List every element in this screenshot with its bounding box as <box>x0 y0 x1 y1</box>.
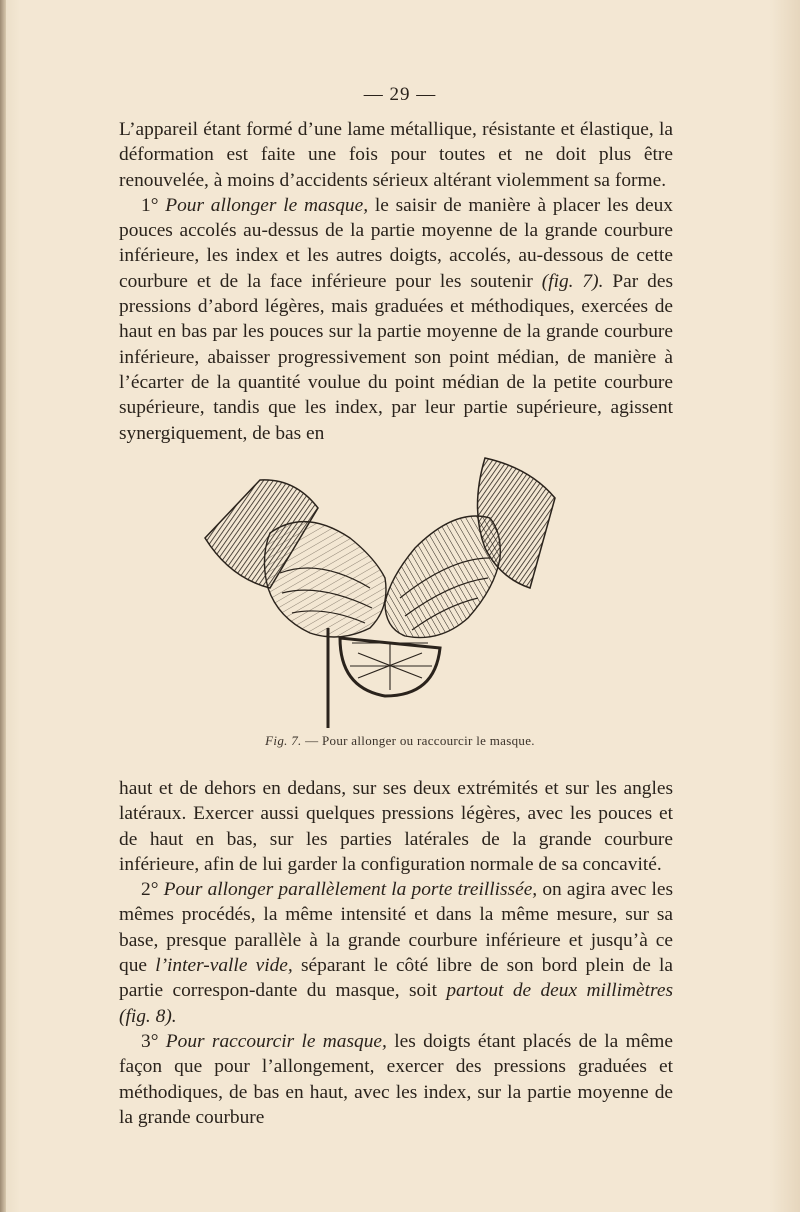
item-1-number: 1° <box>141 194 159 216</box>
upper-text-block <box>119 117 673 446</box>
item-1-figure-ref: (fig. 7). <box>541 270 604 292</box>
figure-caption-text: — Pour allonger ou raccourcir le masque. <box>305 733 535 748</box>
lower-text-block <box>119 776 673 1130</box>
item-2-tail: partout de deux millimètres (fig. 8). <box>119 980 673 1027</box>
item-3-text: les doigts étant placés de la même façon que pour l’allongement, exercer des pressions graduées et méthodiques, de bas en haut, avec les index, sur la partie moyenne de la grande courbure <box>119 1030 673 1128</box>
page-number: — 29 — <box>363 84 437 105</box>
figure-7-hands-illustration <box>200 438 560 738</box>
figure-caption <box>0 733 800 749</box>
item-3-number: 3° <box>141 1030 159 1052</box>
figure-caption-label: Fig. 7. <box>265 733 302 748</box>
paragraph-intro: L’appareil étant formé d’une lame métallique, résistante et élastique, la déformation est faite une fois pour toutes et ne doit plus être renouvelée, à moins d’accidents sérieux altérant violemment sa forme. <box>119 119 673 191</box>
item-3-title: Pour raccourcir le masque, <box>165 1030 387 1052</box>
paragraph-item-3 <box>119 1029 673 1130</box>
item-1-text-b: Par des pressions d’abord légères, mais graduées et méthodiques, exercées de haut en bas par les pouces sur la partie moyenne de la grande courbure inférieure, abaisser progressivement son point médian, de manière à l’écarter de la quantité voulue du point médian de la petite courbure supérieure, tandis que les index, par leur partie supérieure, agissent synergiquement, de bas en <box>119 270 673 444</box>
item-2-title: Pour allonger parallèlement la porte treillissée, <box>163 879 538 901</box>
item-1-text-a: le saisir de manière à placer les deux pouces accolés au-dessus de la partie moyenne de la grande courbure inférieure, les index et les autres doigts, accolés, au-dessous de cette courbure et de la face inférieure pour les soutenir <box>119 194 673 292</box>
item-2-number: 2° <box>141 879 159 901</box>
paragraph-item-1 <box>119 193 673 446</box>
page-binding-edge <box>0 0 6 1212</box>
item-2-term: l’inter-valle vide, <box>155 955 293 977</box>
paragraph-item-2 <box>119 877 673 1029</box>
paragraph-continuation: haut et de dehors en dedans, sur ses deux extrémités et sur les angles latéraux. Exercer aussi quelques pressions légères, avec les pouces et de haut en bas, sur les parties latérales de la grande courbure inférieure, afin de lui garder la configuration normale de sa concavité. <box>119 778 673 875</box>
item-2-text-b: séparant le côté libre de son bord plein de la partie correspon-dante du masque, soit <box>119 955 673 1002</box>
item-2-text-a: on agira avec les mêmes procédés, la même intensité et dans la même mesure, sur sa base, presque parallèle à la grande courbure inférieure et jusqu’à ce que <box>119 879 674 977</box>
item-1-title: Pour allonger le masque, <box>165 194 369 216</box>
